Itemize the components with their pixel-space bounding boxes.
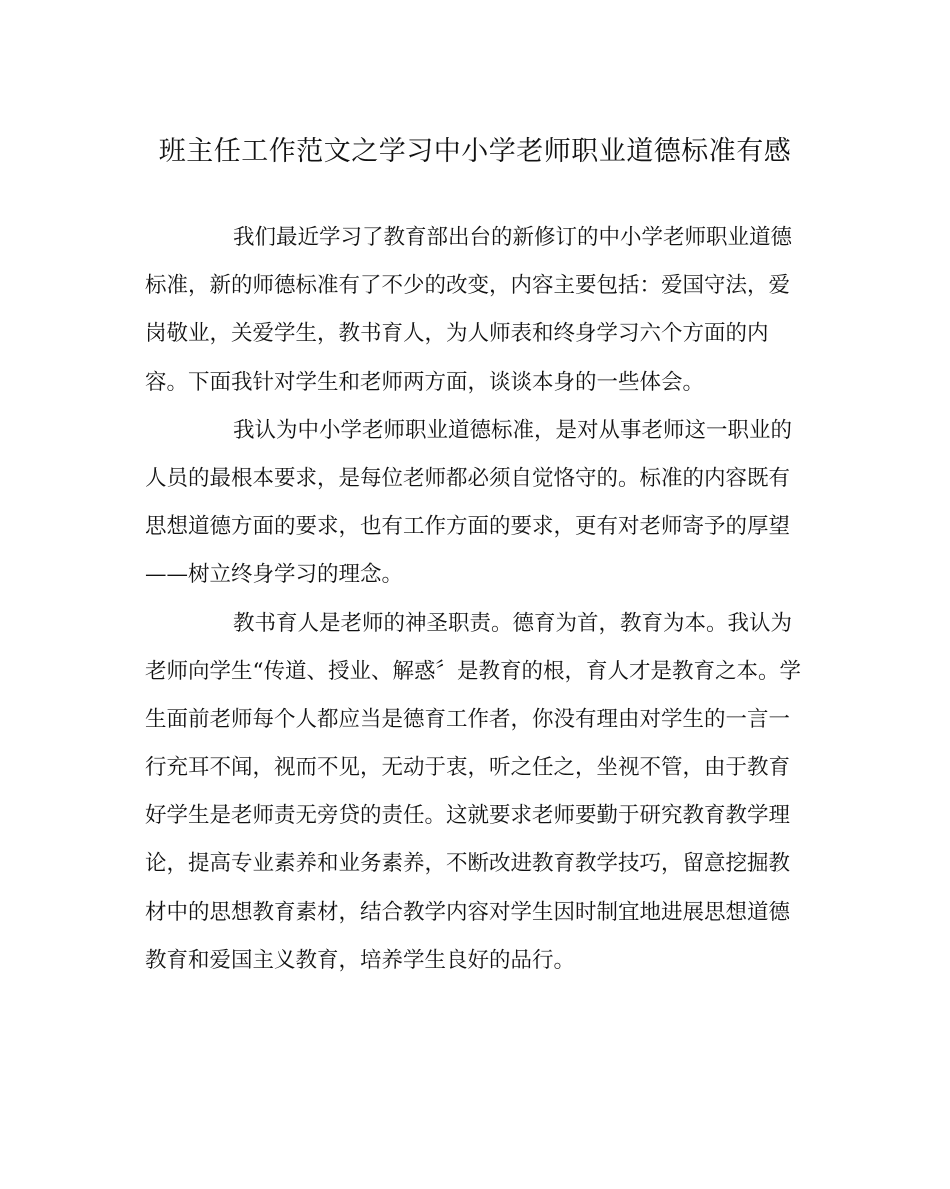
paragraph-3-line-6: 论，提高专业素养和业务素养，不断改进教育教学技巧，留意挖掘教 (145, 851, 791, 877)
paragraph-3-line-4: 行充耳不闻，视而不见，无动于衷，听之任之，坐视不管，由于教育 (145, 755, 791, 781)
paragraph-3-line-2: 老师向学生“传道、授业、解惑〞是教育的根，育人才是教育之本。学 (145, 658, 801, 684)
paragraph-1-line-1: 我们最近学习了教育部出台的新修订的中小学老师职业道德 (233, 225, 793, 250)
paragraph-3-line-8: 教育和爱国主义教育，培养学生良好的品行。 (145, 947, 576, 973)
paragraph-3-line-3: 生面前老师每个人都应当是德育工作者，你没有理由对学生的一言一 (145, 706, 791, 732)
page-title: 班主任工作范文之学习中小学老师职业道德标准有感 (158, 136, 792, 167)
document-body (145, 214, 810, 985)
paragraph-1-line-3: 岗敬业，关爱学生，教书育人，为人师表和终身学习六个方面的内 (145, 321, 769, 347)
paragraph-3-line-7: 材中的思想教育素材，结合教学内容对学生因时制宜地进展思想道德 (145, 899, 791, 925)
paragraph-3-line-5: 好学生是老师责无旁贷的责任。这就要求老师要勤于研究教育教学理 (145, 803, 791, 829)
paragraph-2-line-1: 我认为中小学老师职业道德标准，是对从事老师这一职业的 (233, 417, 793, 443)
paragraph-2-line-2: 人员的最根本要求，是每位老师都必须自觉恪守的。标准的内容既有 (145, 465, 791, 491)
paragraph-2-line-3: 思想道德方面的要求，也有工作方面的要求，更有对老师寄予的厚望 (145, 514, 791, 540)
paragraph-3-line-1: 教书育人是老师的神圣职责。德育为首，教育为本。我认为 (233, 610, 793, 636)
paragraph-1-line-4: 容。下面我针对学生和老师两方面，谈谈本身的一些体会。 (145, 369, 705, 395)
paragraph-2-line-4: ——树立终身学习的理念。 (145, 562, 404, 588)
paragraph-1-line-2: 标准，新的师德标准有了不少的改变，内容主要包括：爱国守法，爱 (145, 273, 791, 299)
